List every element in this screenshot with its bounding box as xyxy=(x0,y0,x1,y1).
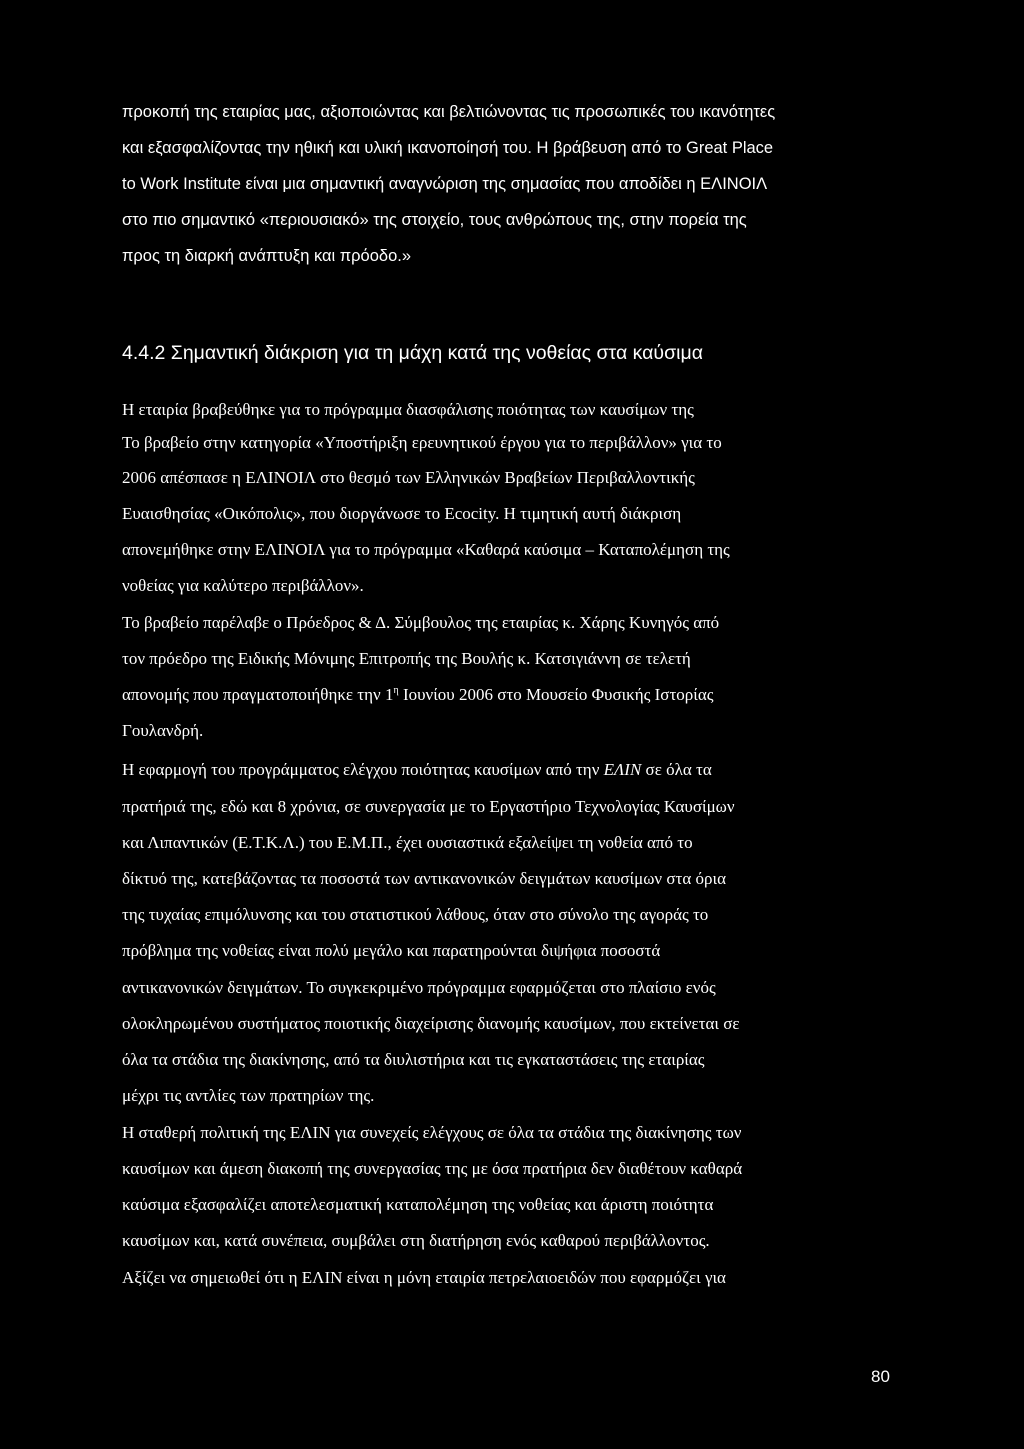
body-line: τον πρόεδρο της Ειδικής Μόνιμης Επιτροπής της Βουλής κ. Κατσιγιάννη σε τελετή xyxy=(122,649,691,668)
intro-line: προς τη διαρκή ανάπτυξη και πρόοδο.» xyxy=(122,247,412,265)
body-line: της τυχαίας επιμόλυνσης και του στατιστικού λάθους, όταν στο σύνολο της αγοράς το xyxy=(122,905,709,924)
body-line: δίκτυό της, κατεβάζοντας τα ποσοστά των αντικανονικών δειγμάτων καυσίμων στα όρια xyxy=(122,869,726,888)
body-line: ολοκληρωμένου συστήματος ποιοτικής διαχείρισης διανομής καυσίμων, που εκτείνεται σε xyxy=(122,1014,740,1033)
ceremony-text-start: απονομής που πραγματοποιήθηκε την 1 xyxy=(122,685,394,704)
ordinal-superscript: η xyxy=(393,685,399,696)
intro-line: to Work Institute είναι μια σημαντική αναγνώριση της σημασίας που αποδίδει η ΕΛΙΝΟΙΛ xyxy=(122,175,768,193)
body-line: πρατήριά της, εδώ και 8 χρόνια, σε συνεργασία με το Εργαστήριο Τεχνολογίας Καυσίμων xyxy=(122,797,735,816)
body-line: όλα τα στάδια της διακίνησης, από τα διυλιστήρια και τις εγκαταστάσεις της εταιρίας xyxy=(122,1050,705,1069)
company-emphasis: ΕΛΙΝ xyxy=(603,760,642,779)
body-line: καυσίμων και, κατά συνέπεια, συμβάλει στη διατήρηση ενός καθαρού περιβάλλοντος. xyxy=(122,1231,710,1250)
body-line: Αξίζει να σημειωθεί ότι η ΕΛΙΝ είναι η μόνη εταιρία πετρελαιοειδών που εφαρμόζει για xyxy=(122,1268,726,1287)
body-line: Το βραβείο παρέλαβε ο Πρόεδρος & Δ. Σύμβουλος της εταιρίας κ. Χάρης Κυνηγός από xyxy=(122,613,720,632)
program-text-start: Η εφαρμογή του προγράμματος ελέγχου ποιότητας καυσίμων από την xyxy=(122,760,604,779)
section-heading: 4.4.2 Σημαντική διάκριση για τη μάχη κατά της νοθείας στα καύσιμα xyxy=(122,342,703,364)
body-line: 2006 απέσπασε η ΕΛΙΝΟΙΛ στο θεσμό των Ελληνικών Βραβείων Περιβαλλοντικής xyxy=(122,468,695,487)
body-line: Η σταθερή πολιτική της ΕΛΙΝ για συνεχείς ελέγχους σε όλα τα στάδια της διακίνησης των xyxy=(122,1123,742,1142)
body-line: Γουλανδρή. xyxy=(122,721,204,740)
ceremony-text-end: Ιουνίου 2006 στο Μουσείο Φυσικής Ιστορίας xyxy=(398,685,714,704)
intro-line: και εξασφαλίζοντας την ηθική και υλική ικανοποίησή του. Η βράβευση από το Great Place xyxy=(122,139,774,157)
ceremony-line xyxy=(122,684,713,706)
page-number: 80 xyxy=(871,1367,890,1386)
body-line: Ευαισθησίας «Οικόπολις», που διοργάνωσε το Ecocity. Η τιμητική αυτή διάκριση xyxy=(122,504,682,523)
program-text-end: σε όλα τα xyxy=(641,760,712,779)
intro-line: στο πιο σημαντικό «περιουσιακό» της στοιχείο, τους ανθρώπους της, στην πορεία της xyxy=(122,211,747,229)
body-line: Το βραβείο στην κατηγορία «Υποστήριξη ερευνητικού έργου για το περιβάλλον» για το xyxy=(122,433,722,452)
body-line: αντικανονικών δειγμάτων. Το συγκεκριμένο πρόγραμμα εφαρμόζεται στο πλαίσιο ενός xyxy=(122,978,716,997)
body-line: πρόβλημα της νοθείας είναι πολύ μεγάλο και παρατηρούνται διψήφια ποσοστά xyxy=(122,941,661,960)
intro-line: προκοπή της εταιρίας μας, αξιοποιώντας και βελτιώνοντας τις προσωπικές του ικανότητες xyxy=(122,103,776,121)
program-first-line xyxy=(122,759,712,781)
body-line: νοθείας για καλύτερο περιβάλλον». xyxy=(122,576,364,595)
body-line: και Λιπαντικών (Ε.Τ.Κ.Λ.) του Ε.Μ.Π., έχει ουσιαστικά εξαλείψει τη νοθεία από το xyxy=(122,833,693,852)
body-line: καύσιμα εξασφαλίζει αποτελεσματική καταπολέμηση της νοθείας και άριστη ποιότητα xyxy=(122,1195,714,1214)
body-line: απονεμήθηκε στην ΕΛΙΝΟΙΛ για το πρόγραμμα «Καθαρά καύσιμα – Καταπολέμηση της xyxy=(122,540,730,559)
body-line: καυσίμων και άμεση διακοπή της συνεργασίας της με όσα πρατήρια δεν διαθέτουν καθαρά xyxy=(122,1159,743,1178)
body-line: Η εταιρία βραβεύθηκε για το πρόγραμμα διασφάλισης ποιότητας των καυσίμων της xyxy=(122,400,694,419)
body-line: μέχρι τις αντλίες των πρατηρίων της. xyxy=(122,1086,375,1105)
